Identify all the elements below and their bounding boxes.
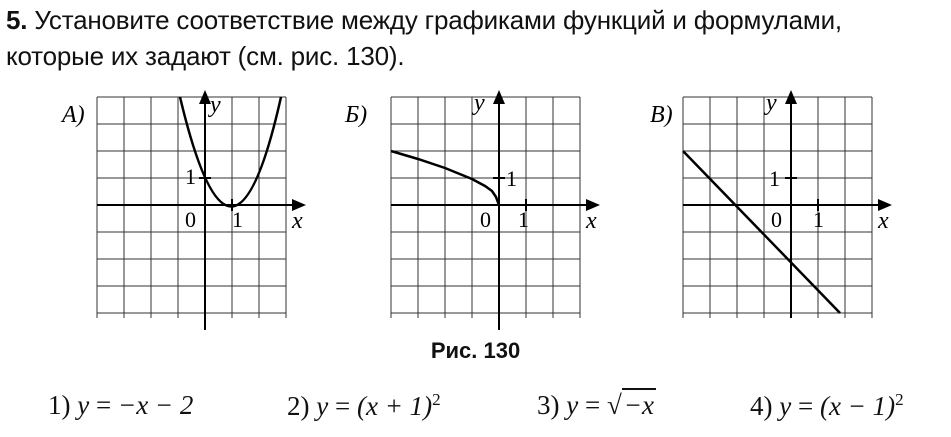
- graph-b-origin-label: 0: [480, 207, 491, 232]
- graph-a-x-label: x: [292, 208, 303, 234]
- formula-1-rhs: −x − 2: [117, 390, 194, 420]
- graph-b-y-label: y: [474, 90, 485, 116]
- formula-2-expression: [316, 391, 440, 421]
- formula-3-radicand: −x: [623, 390, 655, 420]
- formula-3: [537, 390, 656, 421]
- graph-b-x-label: x: [586, 208, 597, 234]
- graph-a-y-tick-label: 1: [185, 164, 196, 189]
- formula-1-number: 1): [48, 390, 71, 420]
- graph-v-y-tick-label: 1: [769, 166, 780, 191]
- formula-2-power: 2: [432, 390, 441, 409]
- graph-v-y-label: y: [766, 90, 777, 116]
- formula-2-rhs: (x + 1): [356, 391, 433, 421]
- graph-v-origin-label: 0: [771, 207, 782, 232]
- sqrt-icon: √: [606, 390, 622, 420]
- graph-a: [60, 90, 306, 330]
- graph-a-x-tick-label: 1: [232, 207, 243, 232]
- formula-4-number: 4): [750, 391, 773, 421]
- formula-list: [0, 390, 951, 430]
- graph-v-label: В): [650, 102, 673, 128]
- formula-2-number: 2): [287, 391, 310, 421]
- formula-3-number: 3): [537, 390, 560, 420]
- graph-b-y-tick-label: 1: [506, 166, 517, 191]
- formula-4-rhs: (x − 1): [819, 391, 896, 421]
- graph-a-curve: [180, 97, 281, 207]
- equals-sign: =: [797, 391, 814, 421]
- formula-4-expression: [779, 391, 903, 421]
- graph-a-y-label: y: [210, 92, 221, 118]
- graph-b: [344, 90, 600, 330]
- formula-4-power: 2: [895, 390, 904, 409]
- graph-a-label: А): [62, 102, 85, 128]
- equals-sign: =: [334, 391, 351, 421]
- formula-2-lhs: y: [316, 391, 329, 421]
- formula-1-expression: [77, 390, 193, 420]
- graph-v-x-tick-label: 1: [813, 207, 824, 232]
- graph-a-origin-label: 0: [185, 207, 196, 232]
- graph-b-x-tick-label: 1: [518, 207, 529, 232]
- problem-text: Установите соответствие между графиками функций и формулами, которые их задают (см. рис. 130).: [6, 5, 842, 71]
- formula-4: [750, 390, 904, 422]
- equals-sign: =: [584, 390, 601, 420]
- graph-v-x-label: x: [878, 208, 889, 234]
- formula-1-lhs: y: [77, 390, 90, 420]
- problem-number: 5.: [6, 5, 28, 35]
- figure-caption: Рис. 130: [430, 338, 521, 363]
- formula-2: [287, 390, 441, 422]
- equals-sign: =: [95, 390, 112, 420]
- formula-3-lhs: y: [566, 390, 579, 420]
- graph-b-label: Б): [345, 102, 368, 128]
- formula-4-lhs: y: [779, 391, 792, 421]
- formula-1: [48, 390, 193, 421]
- graph-v: [650, 90, 892, 318]
- formula-3-expression: [566, 388, 656, 420]
